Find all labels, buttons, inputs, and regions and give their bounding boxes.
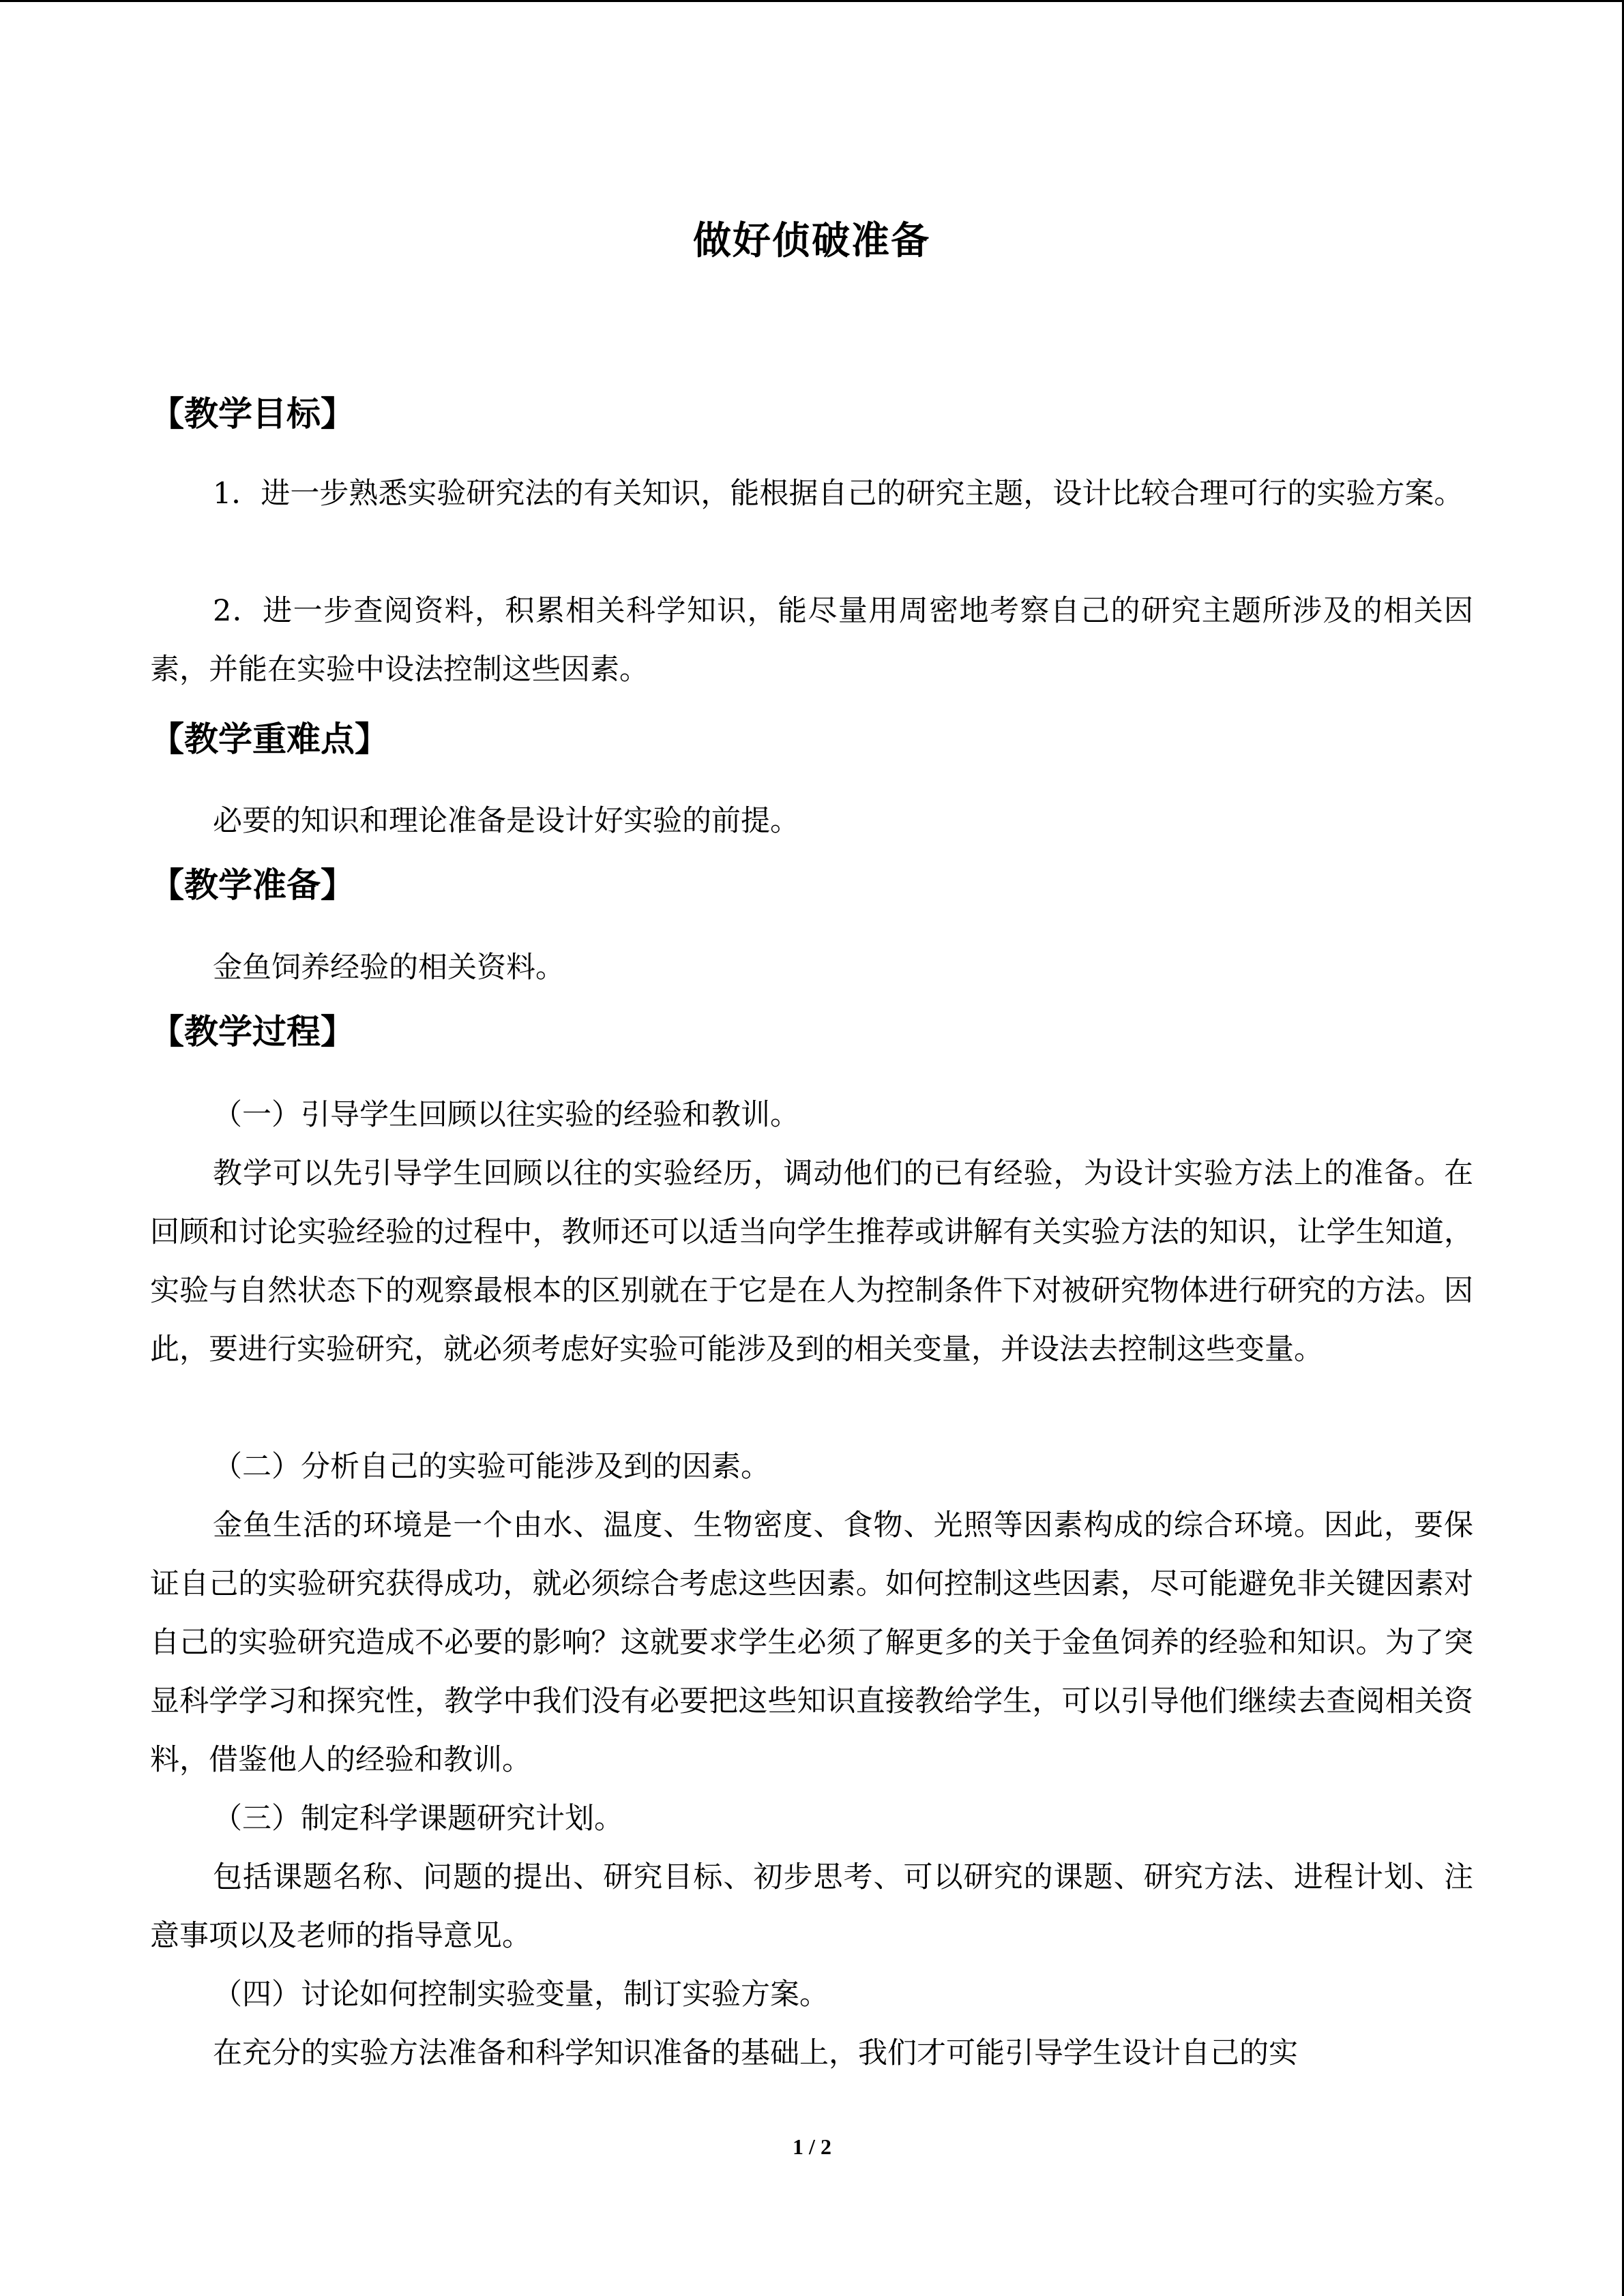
process-step-4-text: 在充分的实验方法准备和科学知识准备的基础上，我们才可能引导学生设计自己的实 xyxy=(213,2036,1298,2070)
difficulty-paragraph: 必要的知识和理论准备是设计好实验的前提。 xyxy=(213,804,799,838)
heading-preparation: 【教学准备】 xyxy=(150,865,355,905)
goal-paragraph-1: 1．进一步熟悉实验研究法的有关知识，能根据自己的研究主题，设计比较合理可行的实验方案。 xyxy=(213,477,1464,511)
process-step-3-title: （三）制定科学课题研究计划。 xyxy=(213,1802,623,1836)
heading-key-difficulties: 【教学重难点】 xyxy=(150,719,389,759)
document-title: 做好侦破准备 xyxy=(693,219,930,263)
page-number: 1 / 2 xyxy=(793,2134,831,2159)
heading-teaching-goals: 【教学目标】 xyxy=(150,394,355,434)
process-step-4-title: （四）讨论如何控制实验变量，制订实验方案。 xyxy=(213,1978,829,2012)
process-step-3-text: 包括课题名称、问题的提出、研究目标、初步思考、可以研究的课题、研究方法、进程计划、注意事项以及老师的指导意见。 xyxy=(150,1860,1473,1953)
goal-paragraph-2: 2．进一步查阅资料，积累相关科学知识，能尽量用周密地考察自己的研究主题所涉及的相关因素，并能在实验中设法控制这些因素。 xyxy=(150,594,1473,687)
process-step-2-text: 金鱼生活的环境是一个由水、温度、生物密度、食物、光照等因素构成的综合环境。因此，要保证自己的实验研究获得成功，就必须综合考虑这些因素。如何控制这些因素，尽可能避免非关键因素对自己的实验研究造成不必要的影响？这就要求学生必须了解更多的关于金鱼饲养的经验和知识。为了突显科学学习和探究性，教学中我们没有必要把这些知识直接教给学生，可以引导他们继续去查阅相关资料，借鉴他人的经验和教训。 xyxy=(150,1508,1473,1777)
heading-teaching-process: 【教学过程】 xyxy=(150,1012,355,1052)
process-step-1-title: （一）引导学生回顾以往实验的经验和教训。 xyxy=(213,1098,799,1132)
process-step-1-text: 教学可以先引导学生回顾以往的实验经历，调动他们的已有经验，为设计实验方法上的准备。在回顾和讨论实验经验的过程中，教师还可以适当向学生推荐或讲解有关实验方法的知识，让学生知道，实验与自然状态下的观察最根本的区别就在于它是在人为控制条件下对被研究物体进行研究的方法。因此，要进行实验研究，就必须考虑好实验可能涉及到的相关变量，并设法去控制这些变量。 xyxy=(150,1157,1473,1367)
preparation-paragraph: 金鱼饲养经验的相关资料。 xyxy=(213,951,565,985)
process-step-2-title: （二）分析自己的实验可能涉及到的因素。 xyxy=(213,1450,770,1484)
